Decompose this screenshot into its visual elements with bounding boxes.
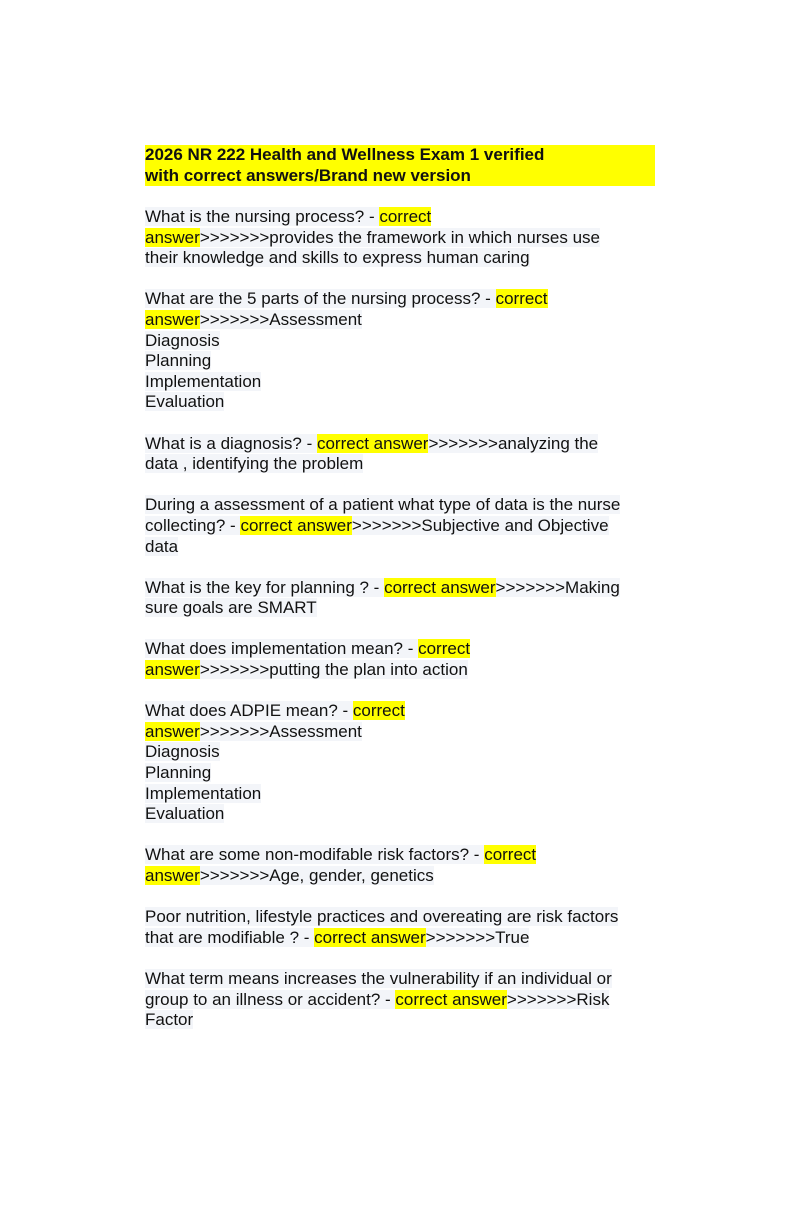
answer-highlight: correct <box>484 845 537 865</box>
answer-list-item: Diagnosis <box>145 742 220 762</box>
answer-text: >>>>>>>Making <box>495 577 620 597</box>
answer-highlight: answer <box>145 660 200 680</box>
question-text: What term means increases the vulnerability if an individual or <box>145 968 612 988</box>
qa-item-planning <box>145 578 655 619</box>
answer-highlight: correct answer <box>240 515 352 535</box>
qa-item-nursing-process <box>145 207 655 269</box>
answer-highlight: correct <box>352 701 405 721</box>
question-text: What are the 5 parts of the nursing process? - <box>145 289 496 309</box>
answer-list-item: Diagnosis <box>145 330 220 350</box>
answer-list-item: Evaluation <box>145 392 225 412</box>
answer-highlight: correct <box>379 207 432 226</box>
answer-highlight: correct answer <box>395 989 507 1009</box>
answer-text: >>>>>>>Risk <box>506 989 610 1009</box>
answer-highlight: answer <box>145 227 200 247</box>
answer-text: >>>>>>>analyzing the <box>428 433 599 453</box>
answer-list-item: Implementation <box>145 371 262 391</box>
answer-text: their knowledge and skills to express human caring <box>145 248 530 268</box>
qa-item-five-parts <box>145 289 655 413</box>
question-text: collecting? - <box>145 515 241 535</box>
answer-highlight: answer <box>145 866 200 885</box>
qa-item-modifiable <box>145 907 655 948</box>
question-text: that are modifiable ? - <box>145 927 315 947</box>
answer-highlight: correct <box>418 639 471 659</box>
answer-highlight: correct answer <box>384 577 496 597</box>
answer-highlight: correct answer <box>316 433 429 453</box>
title-line-2: with correct answers/Brand new version <box>145 165 471 185</box>
question-text: What are some non-modifable risk factors? - <box>145 845 485 865</box>
answer-highlight: correct <box>495 289 548 309</box>
question-text: What is the nursing process? - <box>145 207 380 226</box>
title-line-1: 2026 NR 222 Health and Wellness Exam 1 verified <box>145 145 545 164</box>
question-text: What does implementation mean? - <box>145 639 419 659</box>
answer-text: >>>>>>>True <box>425 927 530 947</box>
qa-item-adpie <box>145 701 655 825</box>
answer-text: >>>>>>>Assessment <box>199 721 362 741</box>
answer-highlight: answer <box>145 721 200 741</box>
answer-text: >>>>>>>provides the framework in which nurses use <box>199 227 601 247</box>
answer-text: >>>>>>>Subjective and Objective <box>351 515 609 535</box>
qa-item-assessment-data <box>145 495 655 557</box>
qa-item-implementation <box>145 639 655 680</box>
answer-text: >>>>>>>Age, gender, genetics <box>199 866 434 885</box>
question-text: During a assessment of a patient what type of data is the nurse <box>145 495 621 515</box>
document-content <box>145 145 655 1051</box>
qa-item-non-modifiable <box>145 845 655 886</box>
answer-list-item: Evaluation <box>145 804 225 824</box>
answer-text: Factor <box>145 1010 194 1030</box>
answer-list-item: Planning <box>145 763 212 783</box>
question-text: Poor nutrition, lifestyle practices and overeating are risk factors <box>145 907 619 927</box>
answer-text: sure goals are SMART <box>145 598 317 618</box>
question-text: What does ADPIE mean? - <box>145 701 353 721</box>
qa-item-risk-factor <box>145 969 655 1031</box>
answer-highlight: answer <box>145 309 200 329</box>
question-text: What is the key for planning ? - <box>145 577 385 597</box>
answer-text: >>>>>>>putting the plan into action <box>199 660 468 680</box>
answer-list-item: Planning <box>145 351 212 371</box>
answer-list-item: Implementation <box>145 783 262 803</box>
document-title <box>145 145 655 186</box>
answer-text: data , identifying the problem <box>145 454 364 474</box>
question-text: group to an illness or accident? - <box>145 989 396 1009</box>
answer-text: data <box>145 536 179 556</box>
qa-item-diagnosis <box>145 434 655 475</box>
question-text: What is a diagnosis? - <box>145 433 317 453</box>
answer-highlight: correct answer <box>314 927 426 947</box>
answer-text: >>>>>>>Assessment <box>199 309 362 329</box>
